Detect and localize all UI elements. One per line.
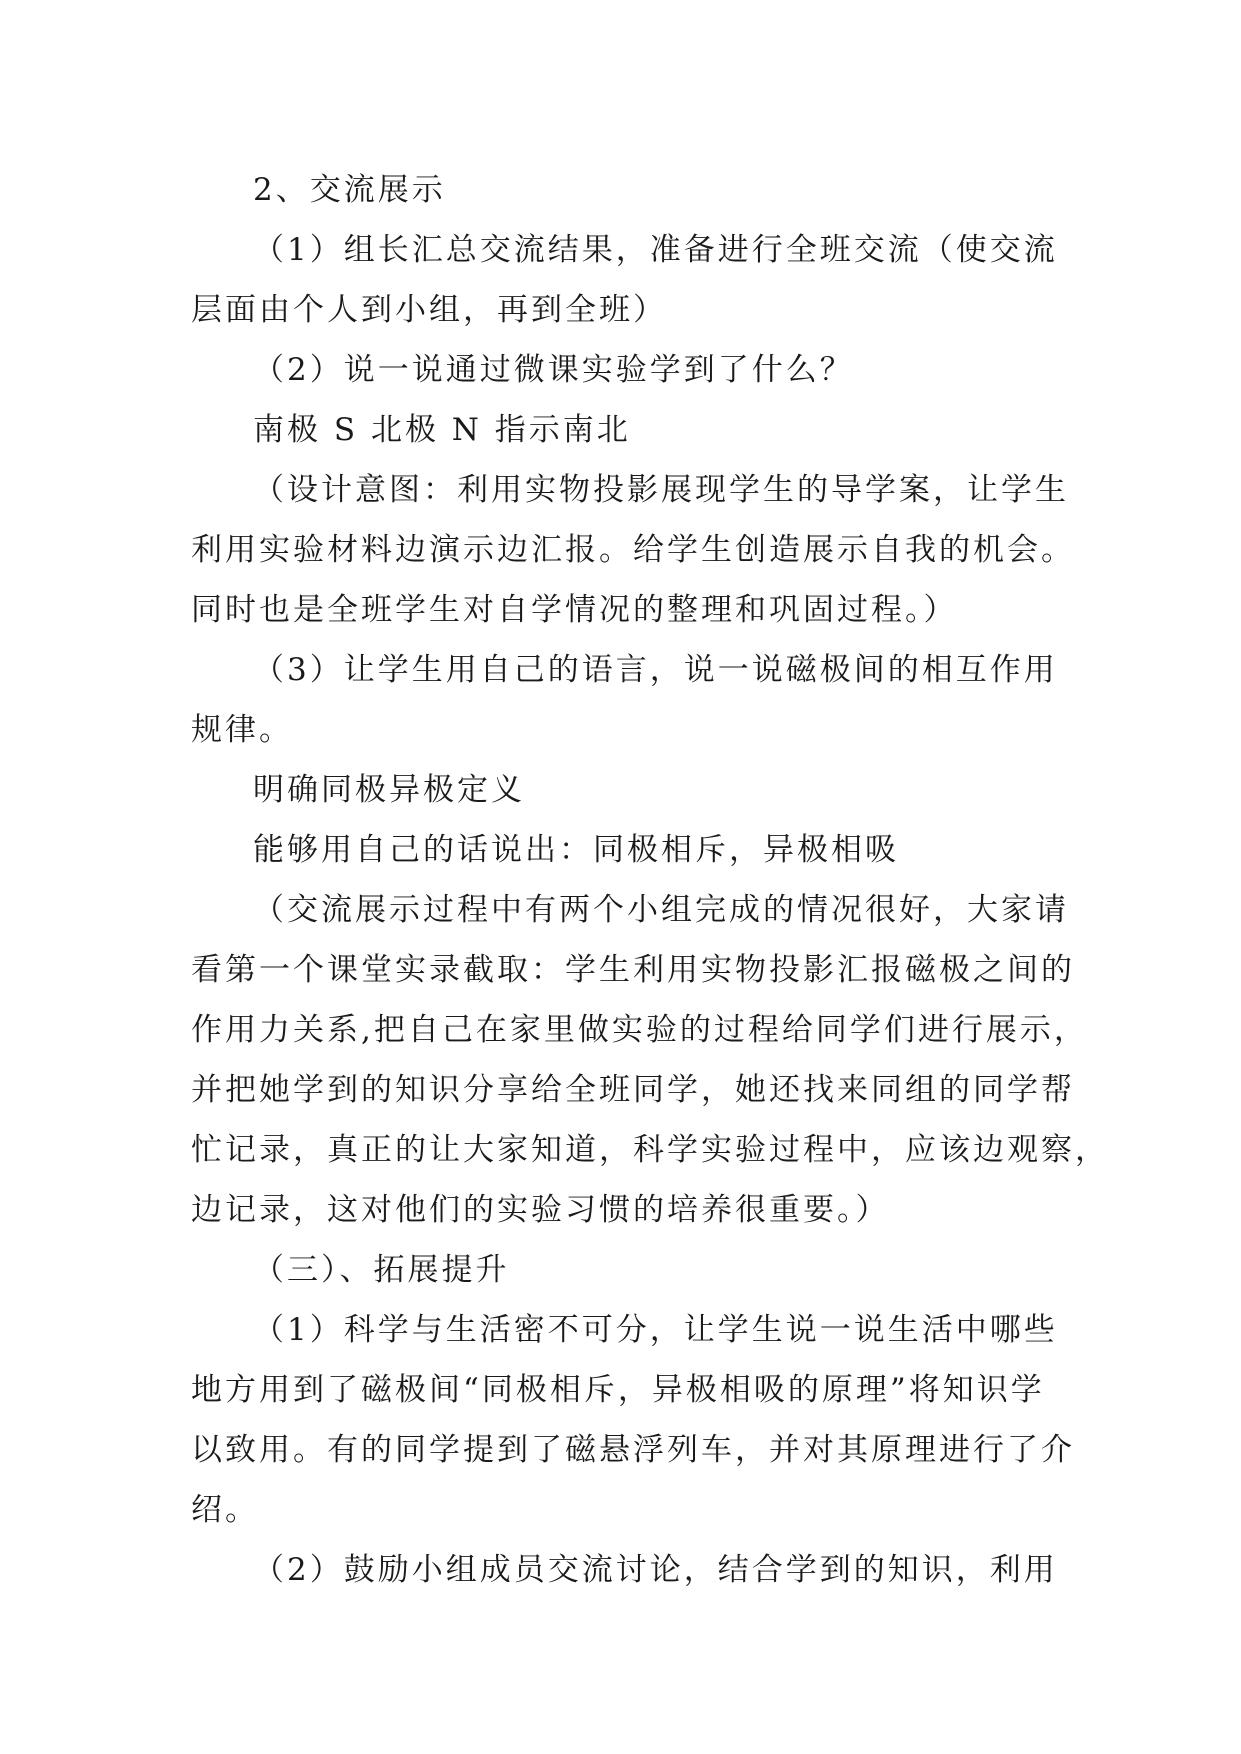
paragraph-line: 看第一个课堂实录截取：学生利用实物投影汇报磁极之间的 — [191, 952, 1075, 988]
paragraph-line: 规律。 — [191, 712, 293, 748]
paragraph-line: 忙记录，真正的让大家知道，科学实验过程中，应该边观察， — [191, 1132, 1109, 1168]
paragraph-line: （3）让学生用自己的语言，说一说磁极间的相互作用 — [253, 652, 1058, 688]
paragraph-line: 利用实验材料边演示边汇报。给学生创造展示自我的机会。 — [191, 532, 1075, 568]
paragraph-line: 南极 S 北极 N 指示南北 — [253, 412, 631, 448]
paragraph-line: （交流展示过程中有两个小组完成的情况很好，大家请 — [253, 892, 1069, 928]
paragraph-line: 以致用。有的同学提到了磁悬浮列车，并对其原理进行了介 — [191, 1432, 1075, 1468]
paragraph-line: 绍。 — [191, 1492, 259, 1528]
paragraph-line: （设计意图：利用实物投影展现学生的导学案，让学生 — [253, 472, 1069, 508]
section-heading: （三）、拓展提升 — [253, 1252, 510, 1288]
document-body — [191, 160, 1109, 1600]
paragraph-line: 明确同极异极定义 — [253, 772, 525, 808]
paragraph-line: （2）说一说通过微课实验学到了什么？ — [253, 352, 854, 388]
paragraph-line: （1）组长汇总交流结果，准备进行全班交流（使交流 — [253, 232, 1058, 268]
paragraph-line: 层面由个人到小组，再到全班） — [191, 292, 667, 328]
paragraph-line: 能够用自己的话说出：同极相斥，异极相吸 — [253, 832, 899, 868]
paragraph-line: （2）鼓励小组成员交流讨论，结合学到的知识，利用 — [253, 1552, 1058, 1588]
section-heading: 2、交流展示 — [253, 172, 446, 208]
paragraph-line: 地方用到了磁极间“同极相斥，异极相吸的原理”将知识学 — [191, 1372, 1045, 1408]
paragraph-line: 并把她学到的知识分享给全班同学，她还找来同组的同学帮 — [191, 1072, 1075, 1108]
paragraph-line: 边记录，这对他们的实验习惯的培养很重要。） — [191, 1192, 890, 1228]
paragraph-line: 作用力关系,把自己在家里做实验的过程给同学们进行展示， — [191, 1012, 1088, 1048]
paragraph-line: 同时也是全班学生对自学情况的整理和巩固过程。） — [191, 592, 958, 628]
paragraph-line: （1）科学与生活密不可分，让学生说一说生活中哪些 — [253, 1312, 1058, 1348]
